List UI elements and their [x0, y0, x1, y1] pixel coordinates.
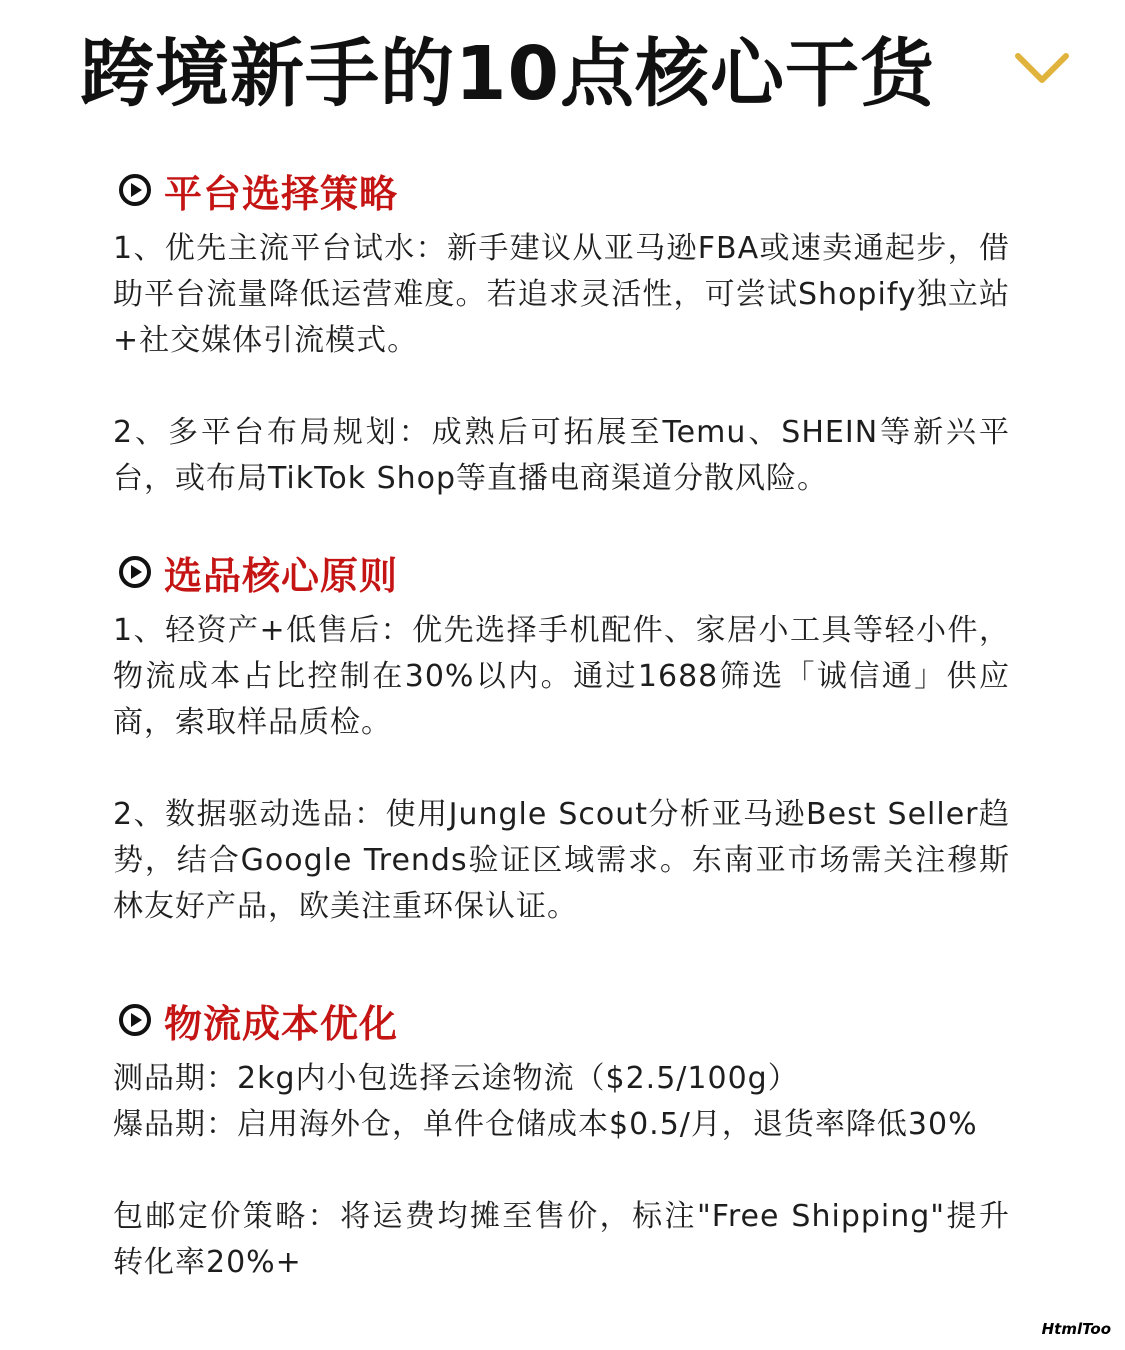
page-title: 跨境新手的10点核心干货	[80, 31, 935, 117]
logistics-line: 测品期：2kg内小包选择云途物流（$2.5/100g）	[113, 1061, 799, 1096]
paragraph: 2、数据驱动选品：使用Jungle Scout分析亚马逊Best Seller趋势，结合Google Trends验证区域需求。东南亚市场需关注穆斯林友好产品，欧美注重环保认证。	[113, 797, 1010, 924]
chevron-down-icon[interactable]	[1012, 48, 1072, 88]
section-title: 选品核心原则	[164, 553, 399, 598]
logistics-line: 爆品期：启用海外仓，单件仓储成本$0.5/月，退货率降低30%	[113, 1107, 978, 1142]
section-title: 物流成本优化	[164, 1001, 399, 1046]
section-heading-logistics	[118, 994, 398, 1046]
paragraph: 1、优先主流平台试水：新手建议从亚马逊FBA或速卖通起步，借助平台流量降低运营难度。若追求灵活性，可尝试Shopify独立站+社交媒体引流模式。	[113, 231, 1010, 358]
play-circle-icon	[118, 173, 152, 207]
paragraph: 1、轻资产+低售后：优先选择手机配件、家居小工具等轻小件，物流成本占比控制在30%以内。通过1688筛选「诚信通」供应商，索取样品质检。	[113, 613, 1010, 740]
play-circle-icon	[118, 555, 152, 589]
section-heading-platform	[118, 164, 398, 216]
watermark: HtmlToo	[1041, 1320, 1111, 1338]
section-heading-selection	[118, 546, 398, 598]
logistics-line: 包邮定价策略：将运费均摊至售价，标注"Free Shipping"提升转化率20%+	[113, 1199, 1010, 1280]
section-title: 平台选择策略	[164, 171, 399, 216]
paragraph: 2、多平台布局规划：成熟后可拓展至Temu、SHEIN等新兴平台，或布局TikTok Shop等直播电商渠道分散风险。	[113, 415, 1010, 496]
play-circle-icon	[118, 1003, 152, 1037]
